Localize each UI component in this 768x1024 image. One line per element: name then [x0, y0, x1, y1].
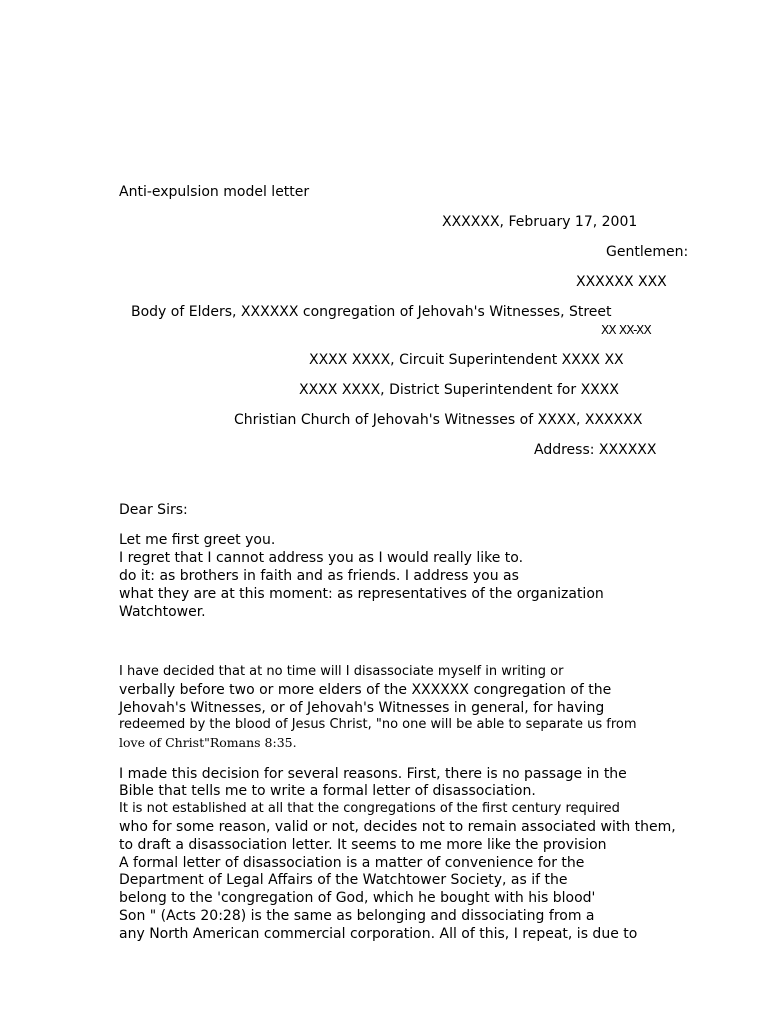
paragraph-line: It is not established at all that the congregations of the first century required [119, 801, 620, 816]
paragraph-line: do it: as brothers in faith and as friends. I address you as [119, 568, 519, 584]
paragraph-line: who for some reason, valid or not, decides not to remain associated with them, [119, 819, 676, 835]
addressee-number: XX XX-XX [601, 323, 651, 337]
circuit-line: XXXX XXXX, Circuit Superintendent XXXX XX [309, 352, 624, 368]
paragraph-line: redeemed by the blood of Jesus Christ, "no one will be able to separate us from [119, 717, 637, 732]
paragraph-line: Department of Legal Affairs of the Watchtower Society, as if the [119, 872, 568, 888]
paragraph-line: Son " (Acts 20:28) is the same as belonging and dissociating from a [119, 908, 595, 924]
paragraph-line: Watchtower. [119, 604, 206, 620]
salutation-header: Gentlemen: [606, 244, 689, 260]
paragraph-line: belong to the 'congregation of God, which he bought with his blood' [119, 890, 596, 906]
addressee-body: Body of Elders, XXXXXX congregation of Jehovah's Witnesses, Street [131, 304, 612, 320]
document-title: Anti-expulsion model letter [119, 184, 310, 200]
date-line: XXXXXX, February 17, 2001 [442, 214, 638, 230]
paragraph-line: love of Christ"Romans 8:35. [119, 735, 297, 750]
addressee-name: XXXXXX XXX [576, 274, 667, 290]
church-line: Christian Church of Jehovah's Witnesses of XXXX, XXXXXX [234, 412, 643, 428]
paragraph-line: I have decided that at no time will I disassociate myself in writing or [119, 664, 564, 679]
greeting: Dear Sirs: [119, 502, 188, 518]
paragraph-line: Bible that tells me to write a formal letter of disassociation. [119, 783, 536, 799]
paragraph-line: Let me first greet you. [119, 532, 276, 548]
paragraph-line: Jehovah's Witnesses, or of Jehovah's Witnesses in general, for having [119, 700, 605, 716]
address-line: Address: XXXXXX [534, 442, 657, 458]
paragraph-line: verbally before two or more elders of the XXXXXX congregation of the [119, 682, 612, 698]
district-line: XXXX XXXX, District Superintendent for XXXX [299, 382, 619, 398]
paragraph-line: to draft a disassociation letter. It seems to me more like the provision [119, 837, 607, 853]
paragraph-line: any North American commercial corporation. All of this, I repeat, is due to [119, 926, 638, 942]
paragraph-line: A formal letter of disassociation is a matter of convenience for the [119, 855, 585, 871]
paragraph-line: I regret that I cannot address you as I would really like to. [119, 550, 524, 566]
paragraph-line: I made this decision for several reasons. First, there is no passage in the [119, 766, 627, 782]
paragraph-line: what they are at this moment: as representatives of the organization [119, 586, 604, 602]
